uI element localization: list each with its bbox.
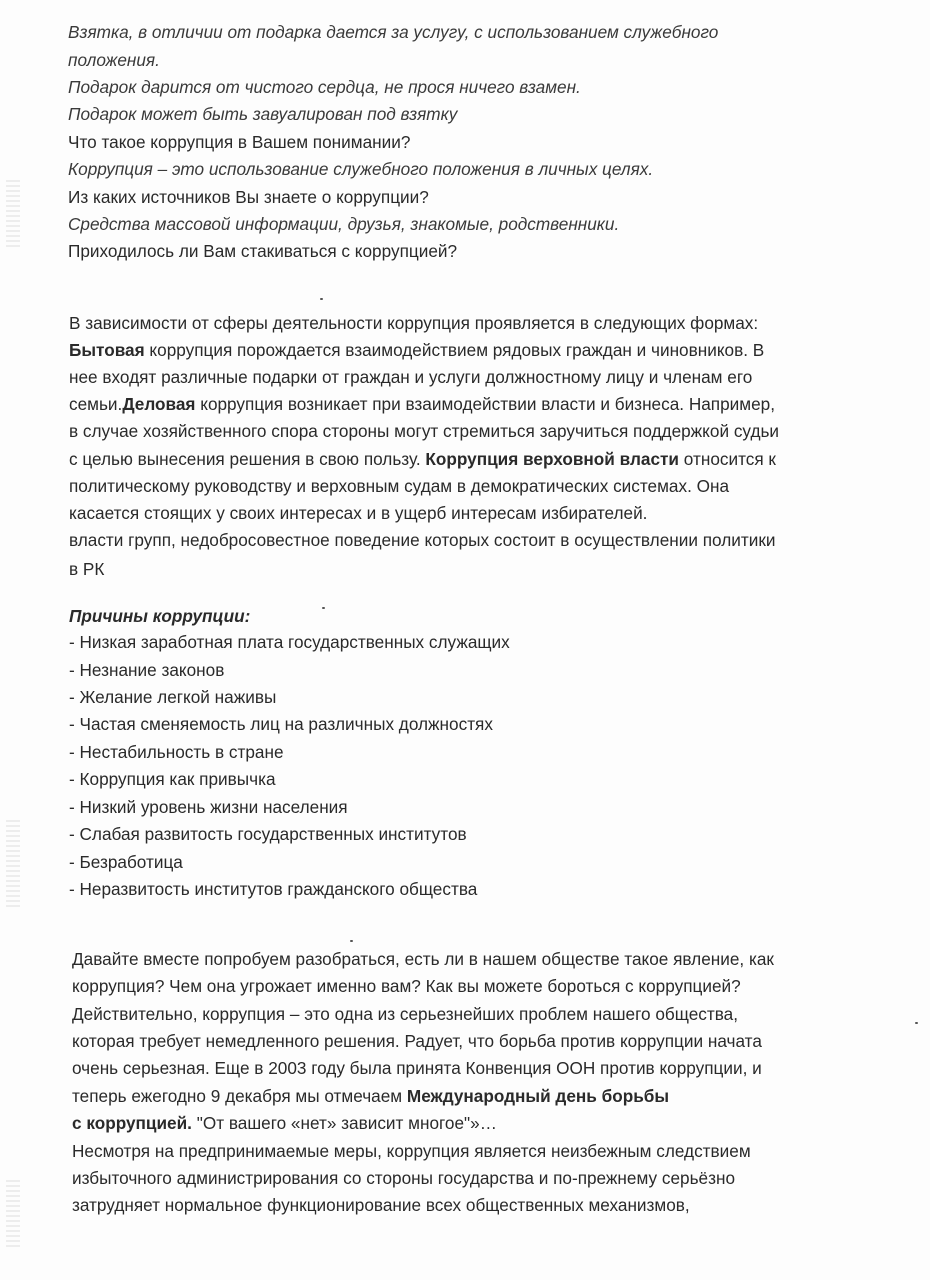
paragraph-line: в РК [69,559,105,579]
scan-artifact [6,820,20,910]
paragraph-line: с целью вынесения решения в свою пользу. Коррупция верховной власти относится к [69,449,776,469]
paragraph-line: Давайте вместе попробуем разобраться, есть ли в нашем обществе такое явление, как [72,949,774,969]
scan-speck [350,940,353,942]
list-item: - Безработица [69,852,183,872]
paragraph-line: очень серьезная. Еще в 2003 году была принята Конвенция ООН против коррупции, и [72,1058,762,1078]
paragraph-line: политическому руководству и верховным судам в демократических системах. Она [69,476,730,496]
list-item: - Частая сменяемость лиц на различных должностях [69,714,493,734]
qa-answer: Коррупция – это использование служебного положения в личных целях. [68,159,654,179]
qa-question: Что такое коррупция в Вашем понимании? [68,132,411,152]
intl-day-name: Международный день борьбы [406,1086,670,1106]
causes-heading: Причины коррупции: [69,606,251,626]
paragraph-line: теперь ежегодно 9 декабря мы отмечаем Международный день борьбы [72,1086,670,1106]
paragraph-line: избыточного администрирования со стороны государства и по-прежнему серьёзно [72,1168,736,1188]
list-item: - Желание легкой наживы [69,687,277,707]
paragraph-line: семьи.Деловая коррупция возникает при взаимодействии власти и бизнеса. Например, [69,394,775,414]
qa-question: Из каких источников Вы знаете о коррупции? [68,187,429,207]
scan-speck [322,607,325,609]
paragraph-line: в случае хозяйственного спора стороны могут стремиться заручиться поддержкой судьи [69,421,780,441]
paragraph-line: власти групп, недобросовестное поведение которых состоит в осуществлении политики [69,530,776,550]
scan-speck [915,1022,918,1024]
list-item: - Неразвитость институтов гражданского общества [69,879,478,899]
list-item: - Слабая развитость государственных институтов [69,824,467,844]
paragraph-line: В зависимости от сферы деятельности коррупция проявляется в следующих формах: [69,313,759,333]
qa-line: положения. [68,50,160,70]
list-item: - Незнание законов [69,660,225,680]
paragraph-line: которая требует немедленного решения. Радует, что борьба против коррупции начата [72,1031,762,1051]
qa-question: Приходилось ли Вам стакиваться с коррупцией? [68,241,458,261]
term-verkhovnaya: Коррупция верховной власти [425,449,679,469]
qa-answer: Средства массовой информации, друзья, знакомые, родственники. [68,214,620,234]
paragraph-line: затрудняет нормальное функционирование всех общественных механизмов, [72,1195,690,1215]
paragraph-line: коррупция? Чем она угрожает именно вам? Как вы можете бороться с коррупцией? [72,976,741,996]
qa-line: Подарок дарится от чистого сердца, не прося ничего взамен. [68,77,581,97]
list-item: - Низкий уровень жизни населения [69,797,348,817]
paragraph-line: касается стоящих у своих интересах и в ущерб интересам избирателей. [69,503,648,523]
term-delovaya: Деловая [122,394,196,414]
term-bytovaya: Бытовая [69,340,145,360]
paragraph-line: Действительно, коррупция – это одна из серьезнейших проблем нашего общества, [72,1004,738,1024]
scan-artifact [6,180,20,250]
paragraph-line: с коррупцией. "От вашего «нет» зависит многое"»… [72,1113,497,1133]
paragraph-line: Бытовая коррупция порождается взаимодействием рядовых граждан и чиновников. В [69,340,765,360]
list-item: - Коррупция как привычка [69,769,276,789]
scan-artifact [6,1180,20,1250]
qa-line: Взятка, в отличии от подарка дается за услугу, с использованием служебного [68,22,719,42]
list-item: - Низкая заработная плата государственных служащих [69,632,510,652]
paragraph-line: нее входят различные подарки от граждан и услуги должностному лицу и членам его [69,367,753,387]
intl-day-name-cont: с коррупцией. [72,1113,192,1133]
list-item: - Нестабильность в стране [69,742,284,762]
scan-speck [320,298,323,300]
paragraph-line: Несмотря на предпринимаемые меры, коррупция является неизбежным следствием [72,1141,751,1161]
qa-line: Подарок может быть завуалирован под взятку [68,104,458,124]
